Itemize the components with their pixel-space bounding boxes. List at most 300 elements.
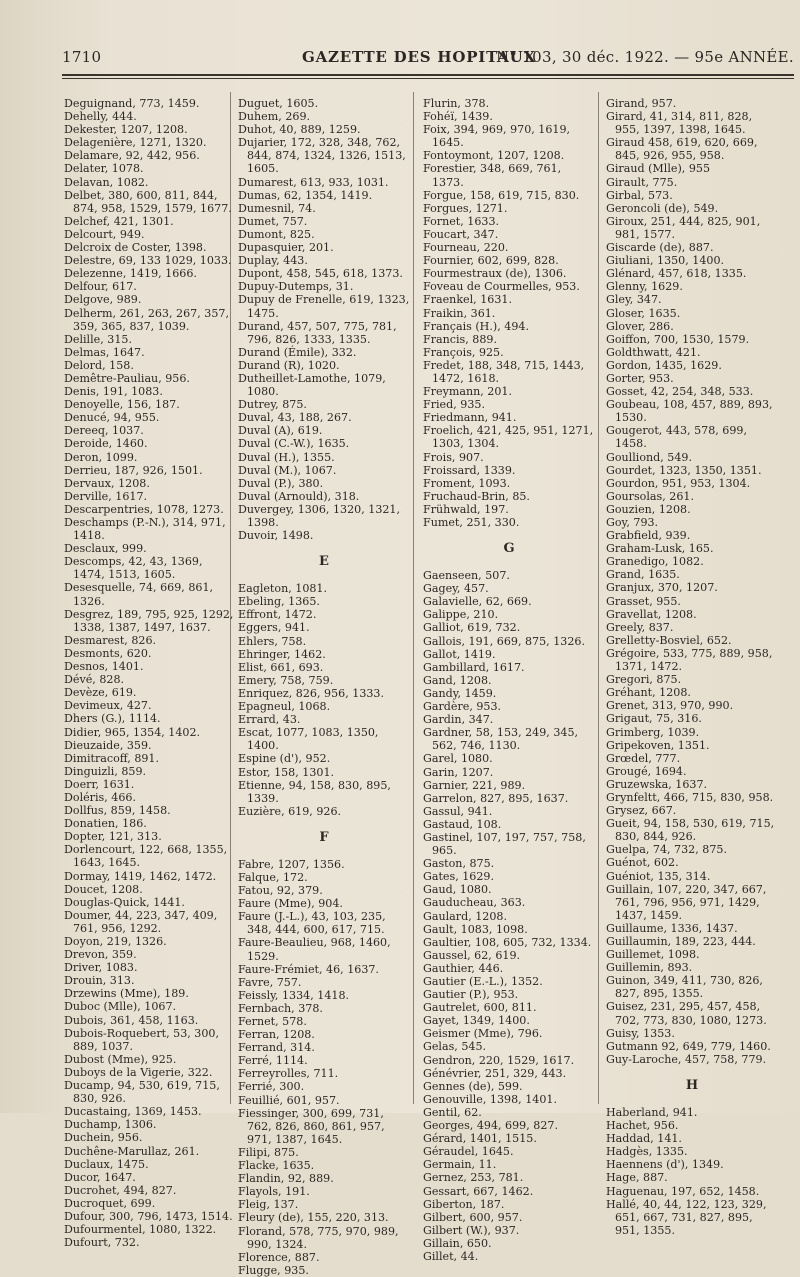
index-entry: Giuliani, 1350, 1400. [606,254,725,268]
index-entry: Delezenne, 1419, 1666. [64,267,197,281]
index-entry: Girault, 775. [606,175,678,189]
index-entry: Descomps, 42, 43, 1369, 1474, 1513, 1605. [64,555,203,582]
index-column-1 [64,97,236,1249]
index-entry: Fabre, 1207, 1356. [238,857,345,871]
index-entry: Foucart, 347. [423,227,499,241]
index-entry: Enriquez, 826, 956, 1333. [238,686,385,700]
index-entry: Grigaut, 75, 316. [606,712,702,726]
index-entry: Gelas, 545. [423,1040,487,1054]
index-entry: Fried, 935. [423,398,485,412]
index-entry: Ferrand, 314. [238,1041,315,1055]
index-entry: Delmas, 1647. [64,345,145,359]
index-entry: Fernet, 578. [238,1015,307,1028]
index-entry: Guillaume, 1336, 1437. [606,921,738,935]
index-entry: Durand (R), 1020. [238,358,340,372]
index-entry: Ducrohet, 494, 827. [64,1183,177,1197]
index-entry: Deron, 1099. [64,450,138,464]
index-entry: Drouin, 313. [64,974,135,988]
index-entry: Duguet, 1605. [238,97,319,110]
section-letter: E [319,554,329,570]
index-entry: Guéniot, 135, 314. [606,869,711,883]
index-entry: Gaston, 875. [423,857,495,871]
index-entry: Froelich, 421, 425, 951, 1271, 1303, 1304. [423,424,594,451]
index-entry: Giberton, 187. [423,1197,505,1211]
index-entry: Gregori, 875. [606,673,682,687]
index-entry: Gastaud, 108. [423,817,502,831]
header-rule-thin [62,78,794,79]
index-entry: Dopter, 121, 313. [64,830,162,844]
index-entry: Desesquelle, 74, 669, 861, 1326. [64,581,214,608]
index-entry: Dujarier, 172, 328, 348, 762, 844, 874, 1324, 1326, 1513, 1605. [238,136,406,176]
index-entry: Didier, 965, 1354, 1402. [64,725,201,739]
index-entry: Dévé, 828. [64,673,125,687]
index-entry: Ferré, 1114. [238,1054,308,1068]
index-entry: Gassul, 941. [423,804,493,818]
index-entry: Delavan, 1082. [64,175,149,189]
index-entry: Géraudel, 1645. [423,1145,514,1159]
index-entry: Fraikin, 361. [423,306,496,320]
index-entry: Delbet, 380, 600, 811, 844, 874, 958, 1529, 1579, 1677. [64,188,232,215]
index-entry: Flandin, 92, 889. [238,1172,334,1186]
index-entry: Grœdel, 777. [606,751,681,765]
index-column-3 [423,97,595,1263]
column-divider [413,92,414,1104]
index-entry: Gaussel, 62, 619. [423,948,521,962]
index-entry: Ebeling, 1365. [238,595,320,609]
index-entry: Delherm, 261, 263, 267, 357, 359, 365, 837, 1039. [64,306,229,333]
index-entry: Delchef, 421, 1301. [64,214,174,228]
index-entry: Gautier (E.-L.), 1352. [423,975,543,988]
index-entry: Gand, 1208. [423,673,492,687]
index-entry: Duvergey, 1306, 1320, 1321, 1398. [238,502,401,529]
index-entry: Eagleton, 1081. [238,582,328,596]
index-entry: Galavielle, 62, 669. [423,595,532,609]
index-column-2 [238,97,410,1277]
index-entry: Froissard, 1339. [423,463,516,477]
index-entry: Fredet, 188, 348, 715, 1443, 1472, 1618. [423,358,585,385]
index-entry: Guy-Laroche, 457, 758, 779. [606,1052,767,1066]
index-entry: Haddad, 141. [606,1132,682,1146]
index-entry: Dorlencourt, 122, 668, 1355, 1643, 1645. [64,843,228,870]
index-entry: Fatou, 92, 379. [238,884,323,898]
index-entry: Génévrier, 251, 329, 443. [423,1066,567,1080]
index-entry: Filipi, 875. [238,1145,299,1159]
index-entry: Fohéï, 1439. [423,110,493,124]
index-entry: Hadgès, 1335. [606,1145,688,1159]
index-entry: Grabfield, 939. [606,529,691,543]
index-entry: Florence, 887. [238,1250,320,1264]
index-entry: Ehlers, 758. [238,634,307,648]
index-entry: Goursolas, 261. [606,489,694,503]
page-number: 1710 [62,48,102,66]
index-entry: Dimitracoff, 891. [64,751,160,765]
index-entry: Dhers (G.), 1114. [64,712,161,726]
index-entry: Drevon, 359. [64,948,137,962]
index-entry: Delestre, 69, 133 1029, 1033. [64,254,232,268]
index-entry: Guisy, 1353. [606,1026,675,1040]
index-entry: Deguignand, 773, 1459. [64,97,200,110]
index-entry: Gueit, 94, 158, 530, 619, 715, 830, 844, 926. [606,817,775,844]
index-entry: Geroncoli (de), 549. [606,201,719,215]
index-entry: Desnos, 1401. [64,660,144,674]
index-entry: Ferrié, 300. [238,1080,305,1094]
index-entry: Elist, 661, 693. [238,660,324,674]
index-entry: Girard, 41, 314, 811, 828, 955, 1397, 1398, 1645. [606,110,753,137]
index-entry: Hallé, 40, 44, 122, 123, 329, 651, 667, 731, 827, 895, 951, 1355. [606,1197,767,1237]
index-entry: Favre, 757. [238,975,302,989]
index-entry: Duval (P.), 380. [238,476,324,490]
index-entry: Forgues, 1271. [423,201,508,215]
index-entry: Hachet, 956. [606,1119,679,1133]
index-entry: Guillemet, 1098. [606,948,700,962]
index-entry: Girbal, 573. [606,188,673,202]
index-entry: Gardin, 347. [423,713,494,727]
index-entry: Gates, 1629. [423,870,495,884]
index-entry: Doléris, 466. [64,790,136,804]
index-entry: Goiffon, 700, 1530, 1579. [606,332,750,346]
index-entry: Dervaux, 1208. [64,476,150,490]
index-entry: Dupont, 458, 545, 618, 1373. [238,267,403,281]
index-entry: Haguenau, 197, 652, 1458. [606,1184,760,1198]
index-entry: Denis, 191, 1083. [64,385,163,399]
index-entry: Grégoire, 533, 775, 889, 958, 1371, 1472. [606,646,773,674]
index-entry: Durand (Émile), 332. [238,345,357,359]
index-entry: Gaultier, 108, 605, 732, 1334. [423,935,592,949]
index-entry: Dereeq, 1037. [64,424,144,438]
index-entry: Garin, 1207. [423,765,494,779]
index-entry: Gallois, 191, 669, 875, 1326. [423,634,585,648]
index-entry: Gendron, 220, 1529, 1617. [423,1053,575,1067]
index-entry: Geismer (Mme), 796. [423,1027,543,1041]
index-entry: Gillain, 650. [423,1236,492,1250]
index-entry: Duchein, 956. [64,1131,143,1145]
index-entry: Flurin, 378. [423,97,490,110]
index-entry: Guillain, 107, 220, 347, 667, 761, 796, 956, 971, 1429, 1437, 1459. [606,882,767,922]
index-entry: Fournier, 602, 699, 828. [423,254,559,268]
section-letter: G [503,541,515,557]
index-entry: Dupuy de Frenelle, 619, 1323, 1475. [238,293,410,320]
index-entry: Dekester, 1207, 1208. [64,123,188,137]
index-entry: Florand, 578, 775, 970, 989, 990, 1324. [238,1224,399,1251]
header-rule-thick [62,74,794,76]
index-entry: Guénot, 602. [606,856,679,870]
index-entry: Garnier, 221, 989. [423,778,526,792]
index-entry: Galliot, 619, 732. [423,621,521,635]
index-entry: Faure (J.-L.), 43, 103, 235, 348, 444, 600, 617, 715. [238,910,386,937]
index-entry: Gérard, 1401, 1515. [423,1132,537,1146]
index-entry: Froment, 1093. [423,476,511,490]
index-entry: Desmonts, 620. [64,646,152,660]
index-entry: Duhot, 40, 889, 1259. [238,123,361,137]
index-entry: Foveau de Courmelles, 953. [423,280,580,294]
index-entry: Delamare, 92, 442, 956. [64,149,200,163]
index-entry: Gillet, 44. [423,1249,479,1263]
index-entry: Guillaumin, 189, 223, 444. [606,935,756,948]
index-entry: Dupasquier, 201. [238,241,334,255]
index-entry: Eggers, 941. [238,621,310,635]
index-entry: Gastinel, 107, 197, 757, 758, 965. [423,830,586,858]
index-entry: Gayet, 1349, 1400. [423,1014,530,1028]
index-entry: Forestier, 348, 669, 761, 1373. [423,162,562,189]
index-entry: Dormay, 1419, 1462, 1472. [64,869,217,883]
index-entry: Giraud (Mlle), 955 [606,162,711,176]
index-entry: Estor, 158, 1301. [238,765,335,779]
index-entry: Doerr, 1631. [64,777,135,791]
journal-title: GAZETTE DES HOPITAUX [302,48,537,66]
index-entry: Donatien, 186. [64,817,147,831]
index-entry: Gley, 347. [606,293,662,307]
index-entry: Dieuzaide, 359. [64,738,152,752]
index-entry: Gougerot, 443, 578, 699, 1458. [606,424,748,451]
index-entry: Giroux, 251, 444, 825, 901, 981, 1577. [606,214,761,241]
index-entry: Freymann, 201. [423,385,513,399]
index-entry: Duhem, 269. [238,110,311,124]
index-entry: Grand, 1635. [606,568,680,582]
index-entry: Forgue, 158, 619, 715, 830. [423,188,580,202]
index-entry: Gorter, 953. [606,371,674,385]
index-entry: Ferreyrolles, 711. [238,1067,339,1081]
issue-info: N° 103, 30 déc. 1922. — 95e ANNÉE. [496,48,794,66]
index-entry: Glenny, 1629. [606,280,683,294]
index-entry: Emery, 758, 759. [238,673,334,687]
index-entry: Gauducheau, 363. [423,896,526,910]
index-entry: Goubeau, 108, 457, 889, 893, 1530. [606,398,773,425]
index-entry: Galippe, 210. [423,608,499,622]
index-entry: Derrieu, 187, 926, 1501. [64,463,203,477]
index-entry: Gautrelet, 600, 811. [423,1001,537,1015]
index-entry: Germain, 11. [423,1158,497,1172]
index-entry: Fruchaud-Brin, 85. [423,489,530,503]
index-entry: François, 925. [423,345,504,359]
index-entry: Hage, 887. [606,1171,668,1185]
index-entry: Fraenkel, 1631. [423,293,512,307]
index-entry: Delcourt, 949. [64,227,145,241]
index-entry: Gilbert, 600, 957. [423,1210,523,1224]
index-entry: Glover, 286. [606,319,674,333]
index-entry: Goulliond, 549. [606,450,693,464]
index-entry: Flacke, 1635. [238,1159,315,1173]
index-entry: Garrelon, 827, 895, 1637. [423,791,569,805]
index-entry: Dumarest, 613, 933, 1031. [238,175,389,189]
index-entry: Fiessinger, 300, 699, 731, 762, 826, 860, 861, 957, 971, 1387, 1645. [238,1106,385,1146]
index-entry: Gardère, 953. [423,700,502,714]
index-entry: Etienne, 94, 158, 830, 895, 1339. [238,778,391,805]
index-entry: Falque, 172. [238,870,308,884]
index-entry: Grynfeltt, 466, 715, 830, 958. [606,790,774,804]
index-entry: Dinguizli, 859. [64,764,147,778]
index-entry: Gréhant, 1208. [606,686,691,700]
index-entry: Francis, 889. [423,332,497,346]
index-entry: Gruzewska, 1637. [606,777,708,791]
index-entry: Euzière, 619, 926. [238,804,342,818]
index-entry: Français (H.), 494. [423,319,529,333]
index-entry: Dumas, 62, 1354, 1419. [238,188,373,202]
index-entry: Haennens (d'), 1349. [606,1158,724,1172]
index-entry: Giraud 458, 619, 620, 669, 845, 926, 955, 958. [606,136,758,163]
index-entry: Giscarde (de), 887. [606,241,714,255]
index-entry: Gentil, 62. [423,1105,482,1119]
index-entry: Ducroquet, 699. [64,1196,156,1210]
index-entry: Granedigo, 1082. [606,555,704,569]
index-entry: Delfour, 617. [64,280,137,294]
index-entry: Doucet, 1208. [64,882,143,896]
index-entry: Dollfus, 859, 1458. [64,804,171,818]
index-entry: Gripekoven, 1351. [606,738,710,752]
index-entry: Gandy, 1459. [423,686,497,700]
index-entry: Gosset, 42, 254, 348, 533. [606,385,754,399]
index-entry: Fernbach, 378. [238,1001,323,1015]
index-entry: Feissly, 1334, 1418. [238,988,350,1002]
index-entry: Delagenière, 1271, 1320. [64,136,207,150]
section-letter: H [685,1077,699,1093]
index-entry: Deroide, 1460. [64,437,148,451]
index-entry: Duval (A), 619. [238,424,323,438]
index-entry: Doyon, 219, 1326. [64,935,167,948]
index-entry: Delgove, 989. [64,293,142,307]
index-entry: Duboc (Mlle), 1067. [64,1000,177,1014]
index-entry: Gallot, 1419. [423,647,496,661]
index-entry: Guelpa, 74, 732, 875. [606,843,727,857]
index-entry: Escat, 1077, 1083, 1350, 1400. [238,726,379,753]
index-entry: Frühwald, 197. [423,502,509,516]
index-entry: Guinon, 349, 411, 730, 826, 827, 895, 1355. [606,974,763,1001]
index-entry: Duboys de la Vigerie, 322. [64,1065,213,1079]
index-entry: Effront, 1472. [238,608,317,622]
index-entry: Grougé, 1694. [606,764,687,778]
index-entry: Delord, 158. [64,358,134,372]
index-entry: Duval (Arnould), 318. [238,489,360,503]
index-entry: Georges, 494, 699, 827. [423,1119,558,1133]
index-entry: Fleig, 137. [238,1198,299,1212]
index-entry: Gaud, 1080. [423,883,492,897]
index-entry: Gloser, 1635. [606,306,681,320]
index-entry: Dubois, 361, 458, 1163. [64,1013,199,1027]
index-entry: Faure-Frémiet, 46, 1637. [238,962,379,976]
index-entry: Duvoir, 1498. [238,529,314,543]
column-divider [598,92,599,1104]
index-entry: Desgrez, 189, 795, 925, 1292, 1338, 1387, 1497, 1637. [64,607,234,634]
index-entry: Drzewins (Mme), 189. [64,987,189,1001]
index-entry: Delater, 1078. [64,162,144,176]
index-entry: Gauthier, 446. [423,961,504,975]
index-column-4 [606,97,778,1237]
index-entry: Dumont, 825. [238,227,315,241]
index-entry: Duval (M.), 1067. [238,463,337,477]
index-entry: Gaulard, 1208. [423,909,507,923]
index-entry: Devèze, 619. [64,686,137,700]
index-entry: Ferran, 1208. [238,1028,315,1042]
index-entry: Flugge, 935. [238,1263,309,1277]
index-entry: Driver, 1083. [64,961,138,975]
index-entry: Haberland, 941. [606,1105,698,1119]
index-entry: Gutmann 92, 649, 779, 1460. [606,1039,771,1053]
section-letter: F [319,829,329,845]
index-entry: Genouville, 1398, 1401. [423,1092,557,1106]
index-entry: Goldthwatt, 421. [606,345,701,359]
index-entry: Dumet, 757. [238,214,308,228]
index-entry: Descarpentries, 1078, 1273. [64,502,224,516]
index-entry: Douglas-Quick, 1441. [64,895,185,909]
index-entry: Foix, 394, 969, 970, 1619, 1645. [423,123,571,150]
index-entry: Grimberg, 1039. [606,725,700,739]
index-entry: Espine (d'), 952. [238,752,331,766]
index-entry: Denoyelle, 156, 187. [64,398,180,412]
index-entry: Fornet, 1633. [423,214,500,228]
index-entry: Duchamp, 1306. [64,1118,157,1132]
index-entry: Desmarest, 826. [64,633,157,647]
index-entry: Frois, 907. [423,450,484,464]
index-entry: Deschamps (P.-N.), 314, 971, 1418. [64,516,226,543]
index-entry: Gault, 1083, 1098. [423,922,528,936]
index-entry: Demêtre-Pauliau, 956. [64,371,190,385]
index-entry: Ducor, 1647. [64,1170,136,1184]
index-entry: Grysez, 667. [606,804,677,818]
index-entry: Girand, 957. [606,97,677,110]
running-header [62,48,798,70]
index-entry: Gourdon, 951, 953, 1304. [606,476,751,490]
index-entry: Garel, 1080. [423,752,493,766]
index-entry: Goy, 793. [606,516,659,529]
index-entry: Desclaux, 999. [64,542,147,556]
index-entry: Fleury (de), 155, 220, 313. [238,1211,389,1225]
index-entry: Ehringer, 1462. [238,647,326,661]
index-entry: Graham-Lusk, 165. [606,542,714,556]
index-entry: Epagneul, 1068. [238,700,331,714]
index-entry: Duplay, 443. [238,254,308,268]
index-entry: Dubois-Roquebert, 53, 300, 889, 1037. [64,1026,220,1053]
index-entry: Dupuy-Dutemps, 31. [238,280,354,294]
index-entry: Fontoymont, 1207, 1208. [423,149,565,163]
index-entry: Gagey, 457. [423,582,489,596]
index-entry: Delcroix de Coster, 1398. [64,241,207,255]
index-entry: Granjux, 370, 1207. [606,581,718,595]
index-entry: Faure-Beaulieu, 968, 1460, 1529. [238,936,391,963]
index-entry: Guillemin, 893. [606,961,693,975]
index-entry: Duval (H.), 1355. [238,450,335,464]
index-entry: Duchêne-Marullaz, 261. [64,1144,200,1158]
index-entry: Gambillard, 1617. [423,660,525,674]
index-entry: Grelletty-Bosviel, 652. [606,633,732,647]
index-entry: Devimeux, 427. [64,699,152,713]
index-entry: Duval (C.-W.), 1635. [238,437,350,451]
index-entry: Dubost (Mme), 925. [64,1052,177,1066]
index-entry: Durand, 457, 507, 775, 781, 796, 826, 1333, 1335. [238,319,397,346]
index-entry: Errard, 43. [238,713,301,727]
index-entry: Gernez, 253, 781. [423,1171,524,1185]
index-entry: Denucé, 94, 955. [64,411,160,425]
index-entry: Guisez, 231, 295, 457, 458, 702, 773, 830, 1080, 1273. [606,1000,767,1027]
index-entry: Gilbert (W.), 937. [423,1223,520,1237]
index-entry: Derville, 1617. [64,489,148,503]
index-entry: Dufourt, 732. [64,1236,140,1250]
index-entry: Gennes (de), 599. [423,1079,523,1093]
index-entry: Glénard, 457, 618, 1335. [606,267,747,281]
index-entry: Gaenseen, 507. [423,569,510,583]
index-entry: Duclaux, 1475. [64,1157,149,1171]
index-entry: Gautier (P.), 953. [423,988,519,1002]
index-entry: Dutrey, 875. [238,398,307,412]
index-entry: Gouzien, 1208. [606,502,691,516]
index-entry: Dufour, 300, 796, 1473, 1514. [64,1209,233,1223]
index-entry: Flayols, 191. [238,1185,310,1199]
index-entry: Friedmann, 941. [423,411,517,425]
index-entry: Gardner, 58, 153, 249, 345, 562, 746, 1130. [423,726,579,753]
index-entry: Ducamp, 94, 530, 619, 715, 830, 926. [64,1079,220,1106]
index-entry: Doumer, 44, 223, 347, 409, 761, 956, 1292. [64,908,218,935]
index-entry: Dufourmentel, 1080, 1322. [64,1223,217,1237]
index-entry: Gourdet, 1323, 1350, 1351. [606,463,762,477]
index-entry: Fumet, 251, 330. [423,516,520,529]
